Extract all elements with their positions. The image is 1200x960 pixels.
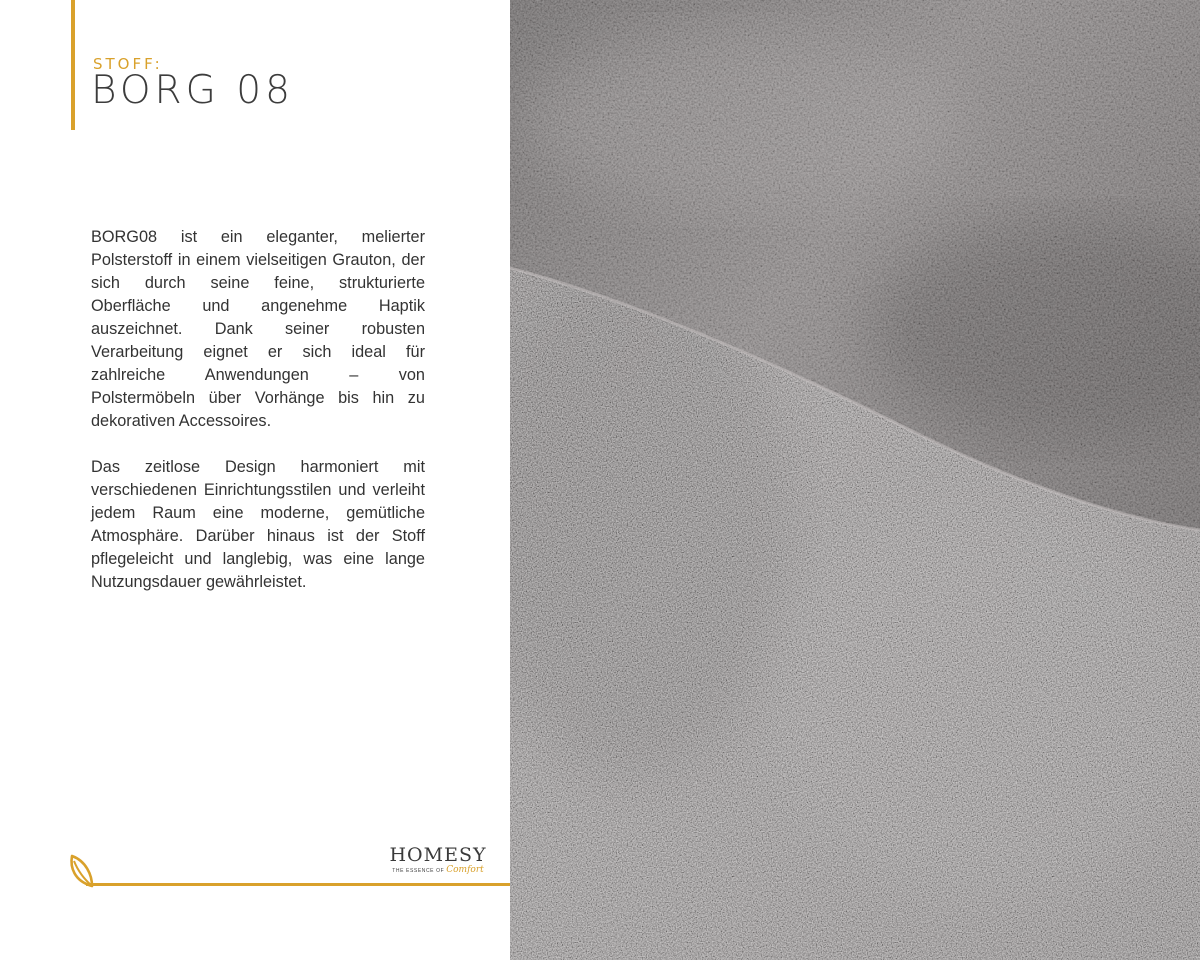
brand-name: HOMESY <box>389 844 487 866</box>
fabric-swatch-photo <box>510 0 1200 960</box>
footer-accent-line <box>86 883 510 886</box>
text-panel <box>0 0 510 960</box>
fabric-label: STOFF: <box>93 55 163 73</box>
fabric-description <box>91 226 425 617</box>
fabric-texture <box>510 0 1200 960</box>
brand-tagline <box>388 865 488 875</box>
brand-tagline-script: Comfort <box>446 865 484 875</box>
brand-logo <box>388 844 488 875</box>
fabric-title: BORG 08 <box>91 68 294 113</box>
description-paragraph-1: BORG08 ist ein eleganter, melierter Polsterstoff in einem vielseitigen Grauton, der sich durch seine feine, strukturierte Oberfläche und angenehme Haptik auszeichnet. Dank seiner robusten Verarbeitung eignet er sich ideal für zahlreiche Anwendungen – von Polstermöbeln über Vorhänge bis hin zu dekorativen Accessoires. <box>91 228 425 430</box>
brand-tagline-text: THE ESSENCE OF <box>392 868 445 874</box>
description-paragraph-2: Das zeitlose Design harmoniert mit verschiedenen Einrichtungsstilen und verleiht jedem Raum eine moderne, gemütliche Atmosphäre. Darüber hinaus ist der Stoff pflegeleicht und langlebig, was eine lange Nutzungsdauer gewährleistet. <box>91 458 425 591</box>
title-accent-bar <box>71 0 75 130</box>
